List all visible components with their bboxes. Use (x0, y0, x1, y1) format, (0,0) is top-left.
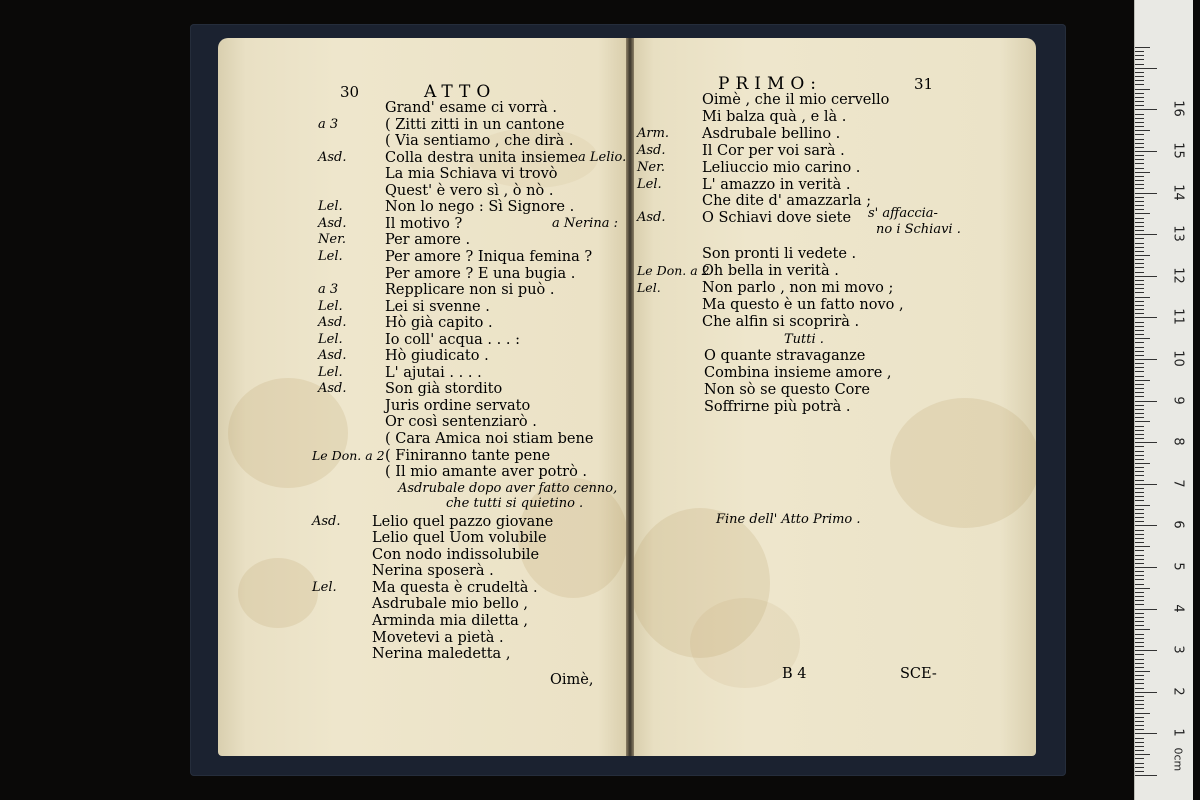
ruler-number: 7 (1170, 479, 1186, 488)
ruler-tick (1135, 413, 1144, 414)
ruler-tick (1135, 114, 1144, 115)
ruler-tick (1135, 571, 1144, 572)
ruler-tick (1135, 600, 1144, 601)
verse-line: Ma questa è crudeltà . (372, 579, 538, 596)
verse-line: ( Finiranno tante pene (385, 447, 551, 464)
ruler-tick (1135, 230, 1144, 231)
ruler-tick (1135, 89, 1150, 90)
right-page-number: 31 (914, 75, 934, 93)
verse-line: Repplicare non si può . (385, 282, 555, 299)
ruler-tick (1135, 717, 1144, 718)
ruler-number: 8 (1170, 437, 1186, 446)
ruler-tick (1135, 163, 1144, 164)
ruler-tick (1135, 654, 1144, 655)
chorus-line: Combina insieme amore , (704, 364, 892, 381)
ruler-tick (1135, 347, 1144, 348)
ruler-tick (1135, 64, 1144, 65)
ruler-tick (1135, 159, 1144, 160)
ruler-tick (1135, 683, 1144, 684)
ruler-tick (1135, 496, 1144, 497)
verse-line: Mi balza quà , e là . (702, 108, 847, 125)
speaker-label: Asd. (318, 149, 347, 165)
speaker-label: Ner. (318, 232, 346, 248)
ruler-tick (1135, 546, 1150, 547)
ruler-tick (1135, 629, 1150, 630)
ruler-tick (1135, 226, 1144, 227)
verse-line: Che dite d' amazzarla ; (702, 193, 872, 210)
ruler-tick (1135, 84, 1144, 85)
ruler-tick (1135, 176, 1144, 177)
ruler-tick (1135, 434, 1144, 435)
verse-line: L' amazzo in verità . (702, 176, 851, 193)
ruler-tick (1135, 704, 1144, 705)
ruler-tick (1135, 438, 1144, 439)
verse-line: Arminda mia diletta , (372, 612, 528, 629)
ruler-tick (1135, 392, 1144, 393)
stage-direction: Asdrubale dopo aver fatto cenno, (398, 480, 618, 496)
ruler-tick (1135, 259, 1144, 260)
ruler-tick (1135, 467, 1144, 468)
ruler-tick (1135, 638, 1144, 639)
ruler-tick (1135, 118, 1144, 119)
ruler-tick (1135, 263, 1144, 264)
ruler-tick (1135, 733, 1157, 734)
ruler-tick (1135, 243, 1144, 244)
ruler-tick (1135, 330, 1144, 331)
scale-ruler (1134, 0, 1193, 800)
speaker-label: Asd. (318, 381, 347, 397)
ruler-number: 14 (1170, 183, 1186, 201)
ruler-tick (1135, 646, 1144, 647)
ruler-tick (1135, 696, 1144, 697)
stage-note: a Nerina : (552, 215, 618, 231)
ruler-tick (1135, 292, 1144, 293)
verse-line: ( Via sentiamo , che dirà . (385, 133, 574, 150)
ruler-tick (1135, 363, 1144, 364)
ruler-tick (1135, 700, 1144, 701)
verse-line: Son già stordito (385, 381, 503, 398)
ruler-tick (1135, 588, 1150, 589)
speaker-label: Lel. (318, 298, 343, 314)
ruler-tick (1135, 463, 1150, 464)
ruler-tick (1135, 342, 1144, 343)
speaker-label: a 3 (318, 116, 339, 132)
ruler-tick (1135, 534, 1144, 535)
ruler-tick (1135, 642, 1144, 643)
ruler-tick (1135, 297, 1150, 298)
ruler-tick (1135, 234, 1157, 235)
ruler-tick (1135, 771, 1144, 772)
verse-line: Juris ordine servato (385, 397, 531, 414)
ruler-tick (1135, 421, 1150, 422)
ruler-tick (1135, 725, 1144, 726)
ruler-tick (1135, 754, 1150, 755)
ruler-tick (1135, 172, 1150, 173)
ruler-tick (1135, 775, 1157, 776)
ruler-tick (1135, 276, 1157, 277)
ruler-tick (1135, 708, 1144, 709)
ruler-tick (1135, 371, 1144, 372)
ruler-tick (1135, 272, 1144, 273)
ruler-tick (1135, 525, 1157, 526)
ruler-tick (1135, 205, 1144, 206)
ruler-tick (1135, 101, 1144, 102)
ruler-tick (1135, 426, 1144, 427)
ruler-tick (1135, 671, 1150, 672)
ruler-tick (1135, 584, 1144, 585)
verse-line: Il Cor per voi sarà . (702, 142, 845, 159)
ruler-tick (1135, 288, 1144, 289)
chorus-line: Non sò se questo Core (704, 381, 870, 398)
fine-atto: Fine dell' Atto Primo . (716, 512, 861, 527)
ruler-number: 12 (1170, 267, 1186, 284)
ruler-tick (1135, 213, 1150, 214)
verse-line: Il motivo ? (385, 215, 463, 232)
ruler-tick (1135, 55, 1144, 56)
ruler-tick (1135, 355, 1144, 356)
ruler-tick (1135, 197, 1144, 198)
ruler-tick (1135, 621, 1144, 622)
speaker-label: Lel. (312, 579, 337, 595)
speaker-label: Lel. (637, 279, 661, 295)
ruler-tick (1135, 763, 1144, 764)
stage-note: s' affaccia- (868, 206, 938, 221)
ruler-tick (1135, 76, 1144, 77)
ruler-unit: 0cm (1171, 747, 1185, 772)
ruler-number: 2 (1170, 687, 1186, 696)
stage-direction: che tutti si quietino . (446, 496, 584, 512)
verse-line: ( Il mio amante aver potrò . (385, 464, 588, 481)
verse-line: ( Zitti zitti in un cantone (385, 116, 565, 133)
ruler-tick (1135, 613, 1144, 614)
verse-line: Oh bella in verità . (702, 262, 839, 279)
ruler-number: 16 (1170, 100, 1186, 118)
speaker-label: Arm. (637, 125, 670, 141)
verse-line: Nerina sposerà . (372, 563, 494, 580)
ruler-tick (1135, 592, 1144, 593)
ruler-tick (1135, 367, 1144, 368)
ruler-tick (1135, 134, 1144, 135)
ruler-tick (1135, 721, 1144, 722)
speaker-label: Asd. (318, 215, 347, 231)
ruler-tick (1135, 521, 1144, 522)
speaker-label: Lel. (318, 248, 343, 264)
book-gutter (626, 38, 634, 756)
ruler-tick (1135, 451, 1144, 452)
ruler-tick (1135, 679, 1144, 680)
verse-line: Colla destra unita insieme (385, 149, 579, 166)
ruler-tick (1135, 767, 1144, 768)
ruler-tick (1135, 650, 1157, 651)
speaker-label: Ner. (637, 159, 665, 175)
ruler-tick (1135, 251, 1144, 252)
verse-line: Son pronti li vedete . (702, 246, 857, 262)
stage-note: no i Schiavi . (876, 222, 961, 237)
tutti-label: Tutti . (784, 332, 824, 347)
ruler-tick (1135, 663, 1144, 664)
ruler-number: 9 (1170, 395, 1186, 405)
ruler-tick (1135, 417, 1144, 418)
right-catchword: SCE- (900, 666, 937, 682)
ruler-tick (1135, 405, 1144, 406)
verse-line: Non parlo , non mi movo ; (702, 279, 894, 296)
verse-line: O Schiavi dove siete (702, 210, 852, 227)
ruler-tick (1135, 471, 1144, 472)
ruler-tick (1135, 155, 1144, 156)
speaker-label: a 3 (318, 282, 339, 298)
ruler-tick (1135, 130, 1150, 131)
ruler-tick (1135, 334, 1144, 335)
verse-line: Hò già capito . (385, 315, 493, 332)
ruler-tick (1135, 359, 1157, 360)
verse-line: Io coll' acqua . . . : (385, 331, 520, 348)
speaker-label: Asd. (637, 142, 666, 158)
ruler-tick (1135, 596, 1144, 597)
ruler-tick (1135, 567, 1157, 568)
ruler-number: 11 (1170, 308, 1186, 326)
ruler-tick (1135, 168, 1144, 169)
verse-line: ( Cara Amica noi stiam bene (385, 431, 594, 447)
ruler-tick (1135, 746, 1144, 747)
verse-line: Con nodo indissolubile (372, 546, 540, 563)
verse-line: Oimè , che il mio cervello (702, 92, 890, 108)
ruler-tick (1135, 480, 1144, 481)
verse-line: Asdrubale bellino . (702, 125, 841, 142)
speaker-label: Asd. (637, 210, 666, 226)
speaker-label: Lel. (318, 364, 343, 380)
ruler-tick (1135, 430, 1144, 431)
ruler-tick (1135, 376, 1144, 377)
ruler-tick (1135, 675, 1144, 676)
ruler-tick (1135, 51, 1144, 52)
speaker-label: Le Don. a 2 (312, 447, 385, 463)
ruler-tick (1135, 575, 1144, 576)
verse-line: Per amore . (385, 232, 471, 249)
ruler-tick (1135, 729, 1144, 730)
ruler-tick (1135, 388, 1144, 389)
ruler-tick (1135, 255, 1150, 256)
ruler-tick (1135, 238, 1144, 239)
ruler-tick (1135, 446, 1144, 447)
ruler-tick (1135, 280, 1144, 281)
ruler-tick (1135, 455, 1144, 456)
ruler-tick (1135, 267, 1144, 268)
verse-line: Movetevi a pietà . (372, 629, 504, 646)
ruler-tick (1135, 143, 1144, 144)
verse-line: Leliuccio mio carino . (702, 159, 861, 176)
verse-line: Lei si svenne . (385, 298, 490, 315)
ruler-tick (1135, 692, 1157, 693)
ruler-tick (1135, 742, 1144, 743)
ruler-tick (1135, 247, 1144, 248)
ruler-tick (1135, 604, 1144, 605)
ruler-tick (1135, 517, 1144, 518)
ruler-number: 5 (1170, 562, 1186, 571)
ruler-tick (1135, 222, 1144, 223)
ruler-tick (1135, 563, 1144, 564)
ruler-tick (1135, 538, 1144, 539)
ruler-tick (1135, 488, 1144, 489)
ruler-tick (1135, 555, 1144, 556)
signature-mark: B 4 (782, 666, 807, 682)
ruler-tick (1135, 351, 1144, 352)
speaker-label: Asd. (318, 315, 347, 331)
ruler-tick (1135, 201, 1144, 202)
ruler-tick (1135, 579, 1144, 580)
speaker-label: Lel. (318, 199, 343, 215)
ruler-tick (1135, 209, 1144, 210)
ruler-tick (1135, 505, 1150, 506)
verse-line: Quest' è vero sì , ò nò . (385, 182, 554, 199)
ruler-tick (1135, 509, 1144, 510)
ruler-tick (1135, 550, 1144, 551)
ruler-tick (1135, 659, 1144, 660)
ruler-tick (1135, 47, 1150, 48)
ruler-tick (1135, 218, 1144, 219)
ruler-tick (1135, 396, 1144, 397)
ruler-tick (1135, 442, 1157, 443)
ruler-tick (1135, 126, 1144, 127)
ruler-number: 1 (1170, 728, 1186, 738)
ruler-number: 10 (1170, 350, 1186, 367)
ruler-tick (1135, 93, 1144, 94)
ruler-tick (1135, 317, 1157, 318)
ruler-tick (1135, 68, 1157, 69)
verse-line: Lelio quel pazzo giovane (372, 513, 554, 530)
ruler-tick (1135, 109, 1157, 110)
ruler-tick (1135, 147, 1144, 148)
ruler-tick (1135, 713, 1150, 714)
ruler-tick (1135, 459, 1144, 460)
left-page-number: 30 (340, 83, 360, 101)
ruler-tick (1135, 750, 1144, 751)
ruler-tick (1135, 193, 1157, 194)
ruler-tick (1135, 401, 1157, 402)
verse-line: Or così sentenziarò . (385, 414, 537, 431)
ruler-tick (1135, 484, 1157, 485)
ruler-tick (1135, 617, 1144, 618)
ruler-number: 4 (1170, 603, 1186, 613)
right-running-head: PRIMO: (718, 74, 823, 94)
speaker-label: Lel. (318, 331, 343, 347)
ruler-tick (1135, 322, 1144, 323)
verse-line: Per amore ? E una bugia . (385, 265, 576, 282)
left-catchword: Oimè, (550, 672, 594, 688)
ruler-tick (1135, 625, 1144, 626)
speaker-label: Le Don. a 2 (637, 262, 710, 278)
verse-line: Lelio quel Uom volubile (372, 530, 547, 547)
ruler-tick (1135, 380, 1150, 381)
ruler-tick (1135, 758, 1144, 759)
speaker-label: Asd. (318, 348, 347, 364)
ruler-tick (1135, 188, 1144, 189)
ruler-tick (1135, 122, 1144, 123)
ruler-tick (1135, 738, 1144, 739)
ruler-number: 3 (1170, 645, 1186, 654)
ruler-tick (1135, 326, 1144, 327)
verse-line: Hò giudicato . (385, 348, 489, 365)
ruler-tick (1135, 72, 1144, 73)
ruler-tick (1135, 151, 1157, 152)
ruler-tick (1135, 559, 1144, 560)
ruler-tick (1135, 409, 1144, 410)
ruler-tick (1135, 542, 1144, 543)
chorus-line: O quante stravaganze (704, 348, 866, 364)
ruler-tick (1135, 492, 1144, 493)
ruler-tick (1135, 139, 1144, 140)
ruler-tick (1135, 688, 1144, 689)
ruler-tick (1135, 309, 1144, 310)
ruler-tick (1135, 284, 1144, 285)
ruler-tick (1135, 667, 1144, 668)
ruler-tick (1135, 634, 1144, 635)
verse-line: Per amore ? Iniqua femina ? (385, 248, 593, 265)
ruler-tick (1135, 609, 1157, 610)
ruler-tick (1135, 80, 1144, 81)
verse-line: Non lo nego : Sì Signore . (385, 199, 575, 216)
ruler-tick (1135, 513, 1144, 514)
ruler-tick (1135, 184, 1144, 185)
ruler-tick (1135, 530, 1144, 531)
left-running-head: ATTO (424, 82, 497, 102)
ruler-tick (1135, 338, 1150, 339)
stage-note: a Lelio. (578, 149, 627, 165)
ruler-tick (1135, 475, 1144, 476)
ruler-tick (1135, 180, 1144, 181)
verse-line: Nerina maledetta , (372, 646, 511, 663)
ruler-tick (1135, 384, 1144, 385)
ruler-tick (1135, 301, 1144, 302)
ruler-tick (1135, 97, 1144, 98)
ruler-number: 6 (1170, 520, 1186, 530)
ruler-tick (1135, 59, 1144, 60)
ruler-number: 15 (1170, 142, 1186, 159)
verse-line: Che alfin si scoprirà . (702, 313, 860, 330)
verse-line: La mia Schiava vi trovò (385, 166, 558, 183)
ruler-tick (1135, 105, 1144, 106)
ruler-tick (1135, 305, 1144, 306)
verse-line: Asdrubale mio bello , (372, 596, 529, 613)
chorus-line: Soffrirne più potrà . (704, 398, 851, 415)
verse-line: Grand' esame ci vorrà . (385, 100, 557, 116)
speaker-label: Lel. (637, 176, 662, 192)
verse-line: Ma questo è un fatto novo , (702, 296, 904, 313)
ruler-number: 13 (1170, 225, 1186, 242)
ruler-tick (1135, 313, 1144, 314)
verse-line: L' ajutai . . . . (385, 364, 482, 381)
ruler-tick (1135, 500, 1144, 501)
speaker-label: Asd. (312, 513, 341, 529)
